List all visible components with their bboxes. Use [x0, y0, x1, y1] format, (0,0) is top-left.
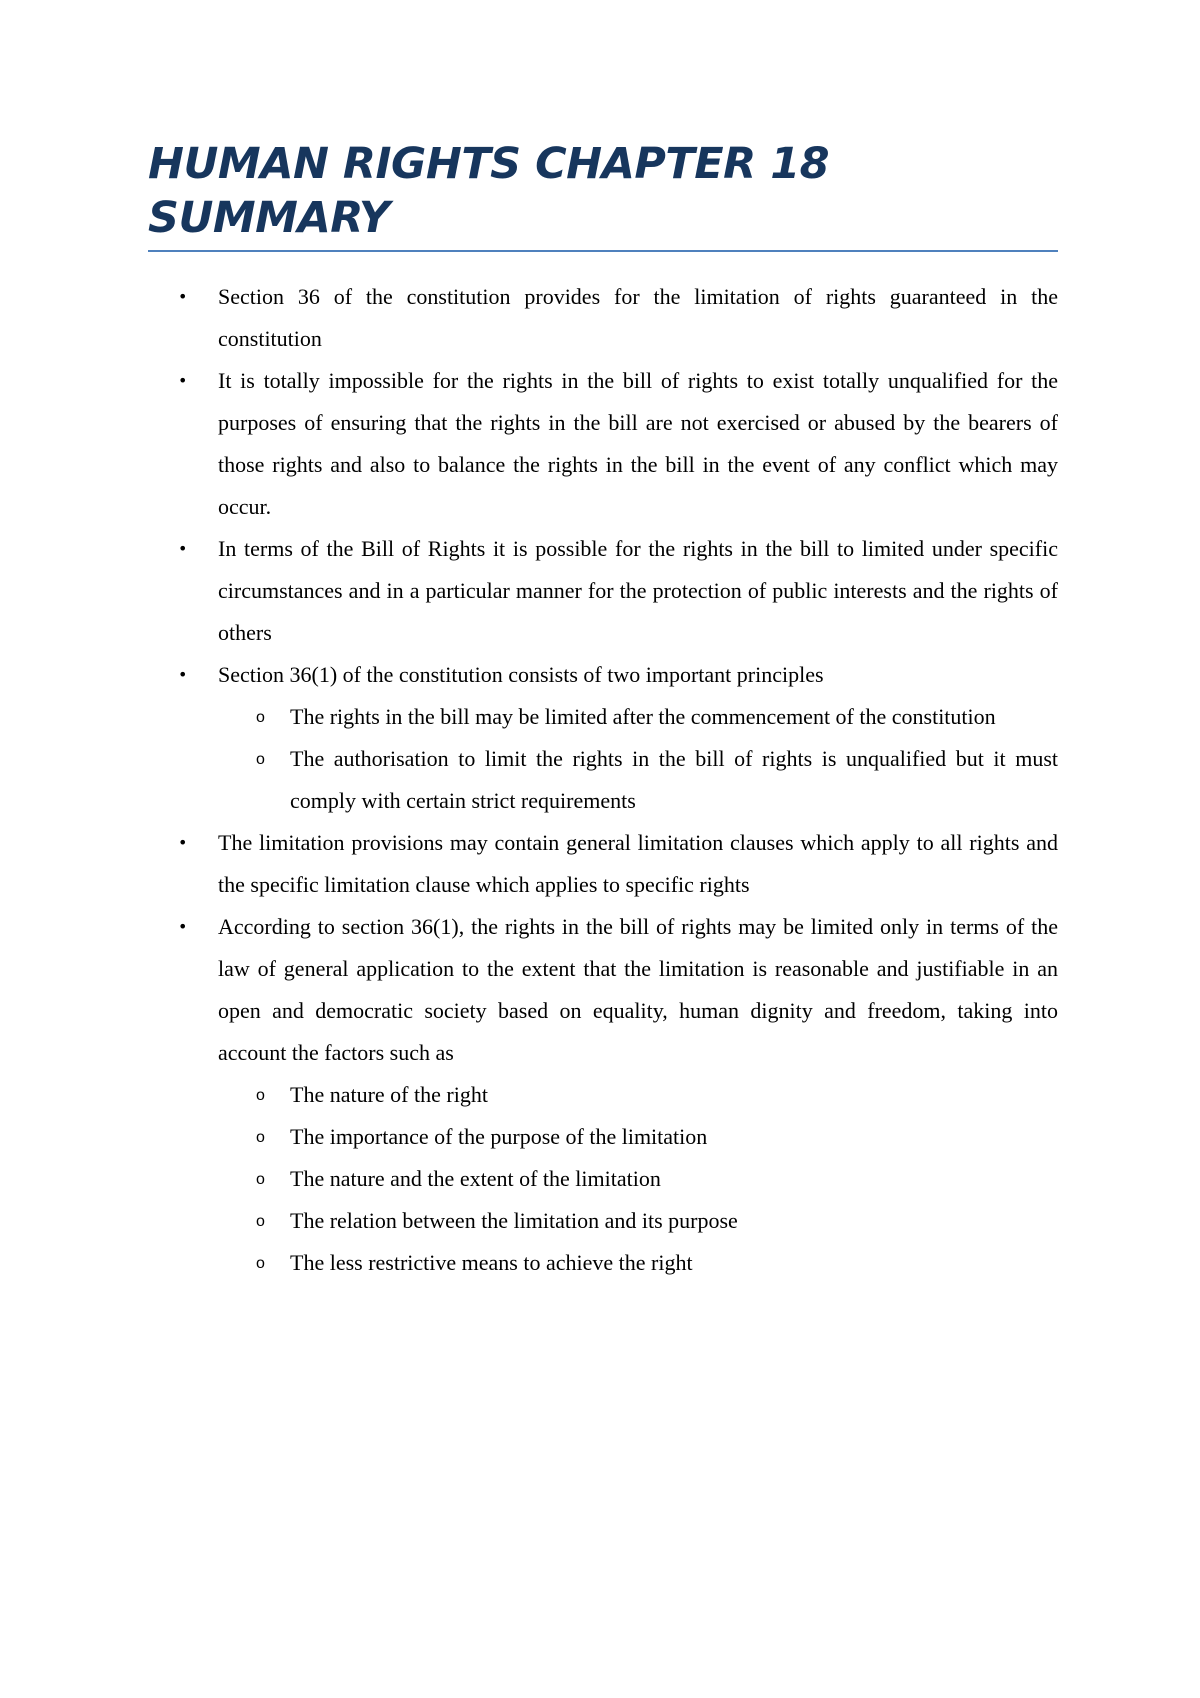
document-page	[148, 138, 1058, 1284]
principle-text: The rights in the bill may be limited after the commencement of the constitution	[290, 703, 996, 729]
sub-bullet-icon: o	[256, 1086, 265, 1104]
sub-list-item	[148, 1116, 1058, 1158]
sub-list-item	[148, 696, 1058, 738]
factors-sublist	[148, 1074, 1058, 1284]
sub-list-item	[148, 738, 1058, 822]
summary-body	[148, 276, 1058, 1284]
factor-text: The less restrictive means to achieve the right	[290, 1249, 693, 1275]
point-text: According to section 36(1), the rights in the bill of rights may be limited only in terms of the law of general application to the extent that the limitation is reasonable and justifiable in an open and democratic society based on equality, human dignity and freedom, taking into account the factors such as	[218, 913, 1058, 1065]
sub-list-item	[148, 1074, 1058, 1116]
factor-text: The importance of the purpose of the limitation	[290, 1123, 708, 1149]
sub-list-item	[148, 1242, 1058, 1284]
bullet-icon: •	[178, 916, 188, 936]
point-text: Section 36 of the constitution provides for the limitation of rights guaranteed in the constitution	[218, 283, 1058, 351]
summary-list-continued	[148, 822, 1058, 1074]
bullet-icon: •	[178, 370, 188, 390]
list-item	[148, 276, 1058, 360]
sub-bullet-icon: o	[256, 708, 265, 726]
bullet-icon: •	[178, 664, 188, 684]
factor-text: The nature and the extent of the limitation	[290, 1165, 661, 1191]
point-text: It is totally impossible for the rights in the bill of rights to exist totally unqualified for the purposes of ensuring that the rights in the bill are not exercised or abused by the bearers of those rights and also to balance the rights in the bill in the event of any conflict which may occur.	[218, 367, 1058, 519]
sub-bullet-icon: o	[256, 750, 265, 768]
list-item	[148, 528, 1058, 654]
sub-list-item	[148, 1200, 1058, 1242]
point-text: The limitation provisions may contain general limitation clauses which apply to all rights and the specific limitation clause which applies to specific rights	[218, 829, 1058, 897]
list-item	[148, 654, 1058, 696]
sub-list-item	[148, 1158, 1058, 1200]
principles-sublist	[148, 696, 1058, 822]
bullet-icon: •	[178, 538, 188, 558]
bullet-icon: •	[178, 832, 188, 852]
list-item	[148, 360, 1058, 528]
list-item	[148, 906, 1058, 1074]
factor-text: The nature of the right	[290, 1081, 488, 1107]
document-title: HUMAN RIGHTS CHAPTER 18 SUMMARY	[148, 138, 1058, 252]
bullet-icon: •	[178, 286, 188, 306]
sub-bullet-icon: o	[256, 1128, 265, 1146]
sub-bullet-icon: o	[256, 1212, 265, 1230]
summary-list	[148, 276, 1058, 696]
point-text: Section 36(1) of the constitution consists of two important principles	[218, 661, 824, 687]
sub-bullet-icon: o	[256, 1254, 265, 1272]
point-text: In terms of the Bill of Rights it is possible for the rights in the bill to limited under specific circumstances and in a particular manner for the protection of public interests and the rights of others	[218, 535, 1058, 645]
sub-bullet-icon: o	[256, 1170, 265, 1188]
list-item	[148, 822, 1058, 906]
principle-text: The authorisation to limit the rights in the bill of rights is unqualified but it must comply with certain strict requirements	[290, 745, 1058, 813]
factor-text: The relation between the limitation and its purpose	[290, 1207, 738, 1233]
